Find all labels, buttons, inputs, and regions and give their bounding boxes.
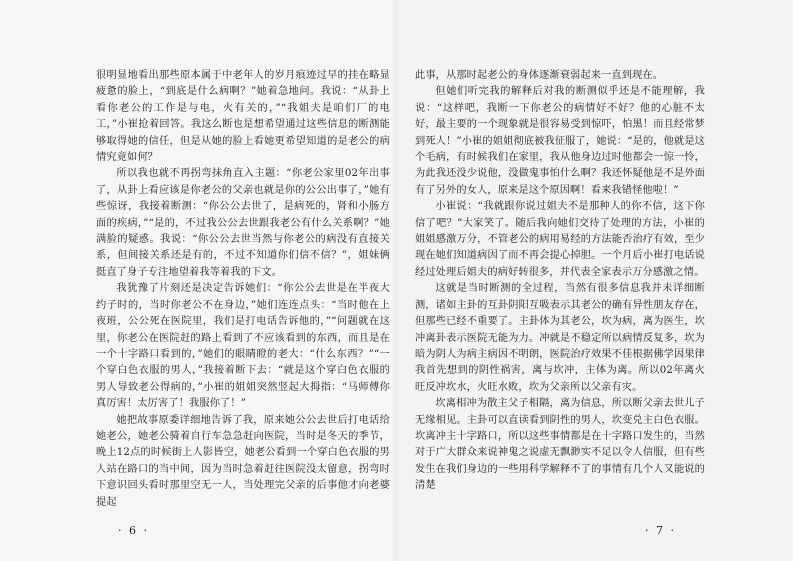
right-text-column	[415, 68, 705, 495]
right-page	[397, 0, 793, 561]
paragraph: 小崔说：“我就跟你说过姐夫不是那种人的你不信，这下你信了吧？”大家笑了。随后我向她们交待了处理的方法，小崔的姐姐感激万分，不管老公的病用易经的方法能否治疗有效，至少现在她们知道病因了而不再会提心掉胆。一个月后小崔打电话说经过处理后姐夫的病好转很多，并代表全家表示万分感激之情。	[415, 201, 705, 278]
paragraph: 这就是当时断测的全过程，当然有很多信息我并未详细断测，诸如主卦的互卦阴阳互吸表示其老公的确有异性朋友存在，但那些已经不重要了。主卦体为其老公，坎为病，离为医生，坎冲离卦表示医院无能为力。冲就是不稳定所以病情反复多，坎为暗为阴人为病主病因不明朗，医院治疗效果不佳根据佛学因果律我首先想到的阴性祸害，离与坎冲，主体为离。所以02年离火旺反冲坎水，火旺水败，坎为父亲所以父亲有灾。	[415, 283, 705, 393]
paragraph: 所以我也就不再拐弯抹角直入主题：“你老公家里02年出事了，从卦上看应该是你老公的父亲也就是你的公公出事了，”她有些惊讶，我接着断测：“你公公去世了，是病死的，肾和小肠方面的疾病，”“是的，不过我公公去世跟我老公有什么关系啊？”她满脸的疑惑。我说：“你公公去世当然与你老公的病没有直接关系，但间接关系还是有的，不过不知道你们信不信？”，姐妹俩挺直了身子专注地望着我等着我的下文。	[96, 168, 390, 278]
left-text-column	[96, 68, 390, 511]
paragraph: 此事，从那时起老公的身体逐渐衰弱起来一直到现在。	[415, 70, 664, 81]
paragraph: 很明显地看出那些原本属于中老年人的岁月痕迹过早的挂在略显疲惫的脸上，“到底是什么病啊？”她着急地问。我说：“从卦上看你老公的工作是与电，火有关的，”“我姐夫是咱们厂的电工，”小崔抢着回答。我这么断也是想希望通过这些信息的断测能够取得她的信任，但是从她的脸上看她更希望知道的是老公的病情究竟如何？	[96, 70, 390, 164]
paragraph: 我犹豫了片刻还是决定告诉她们：“你公公去世是在半夜大约子时的，当时你老公不在身边，”她们连连点头：“当时他在上夜班，公公死在医院里，我们是打电话告诉他的，”“问题就在这里，你老公在医院赶的路上看到了不应该看到的东西，而且是在一个十字路口看到的，”她们的眼睛瞪的老大：“什么东西？”“一个穿白色衣服的男人，”我接着断下去：“就是这个穿白色衣服的男人导致老公得病的，”小崔的姐姐突然竖起大拇指：“马师傅你真厉害！太厉害了！我服你了！”	[96, 283, 390, 410]
paragraph: 她把故事原委详细地告诉了我，原来她公公去世后打电话给她老公，她老公骑着自行车急急赶向医院，当时是冬天的季节，晚上12点的时候街上人影皆空，她老公看到一个穿白色衣服的男人站在路口的当中间，因为当时急着赶往医院没太留意，拐弯时下意识回头看时那里空无一人，当处理完父亲的后事他才向老婆提起	[96, 414, 390, 508]
page-number-left: · 6 ·	[118, 524, 149, 537]
paragraph: 坎离相冲为散主父子相隔，离为信息，所以断父亲去世儿子无缘相见。主卦可以直读看到阴性的男人，坎变兑主白色衣服。坎离冲主十字路口，所以这些事情都是在十字路口发生的，当然对于广大群众来说神鬼之说虚无飘渺实不足以令人信服，但有些发生在我们身边的一些用科学解释不了的事情有几个人又能说的清楚	[415, 398, 705, 492]
paragraph: 但她们听完我的解释后对我的断测似乎还是不能理解，我说：“这样吧，我断一下你老公的病情好不好？他的心脏不太好，最主要的一个现象就是很容易受到惊吓，怕黑！而且经常梦到死人！”小崔的姐姐彻底被我征服了，她说：“是的，他就是这个毛病，有时候我们在家里，我从他身边过时他都会一惊一怜，为此我还没少说他，没做鬼事怕什么啊？我还怀疑他是不是外面有了另外的女人，原来是这个原因啊！看来我错怪他啦！”	[415, 86, 705, 196]
page-number-right: · 7 ·	[645, 524, 676, 537]
